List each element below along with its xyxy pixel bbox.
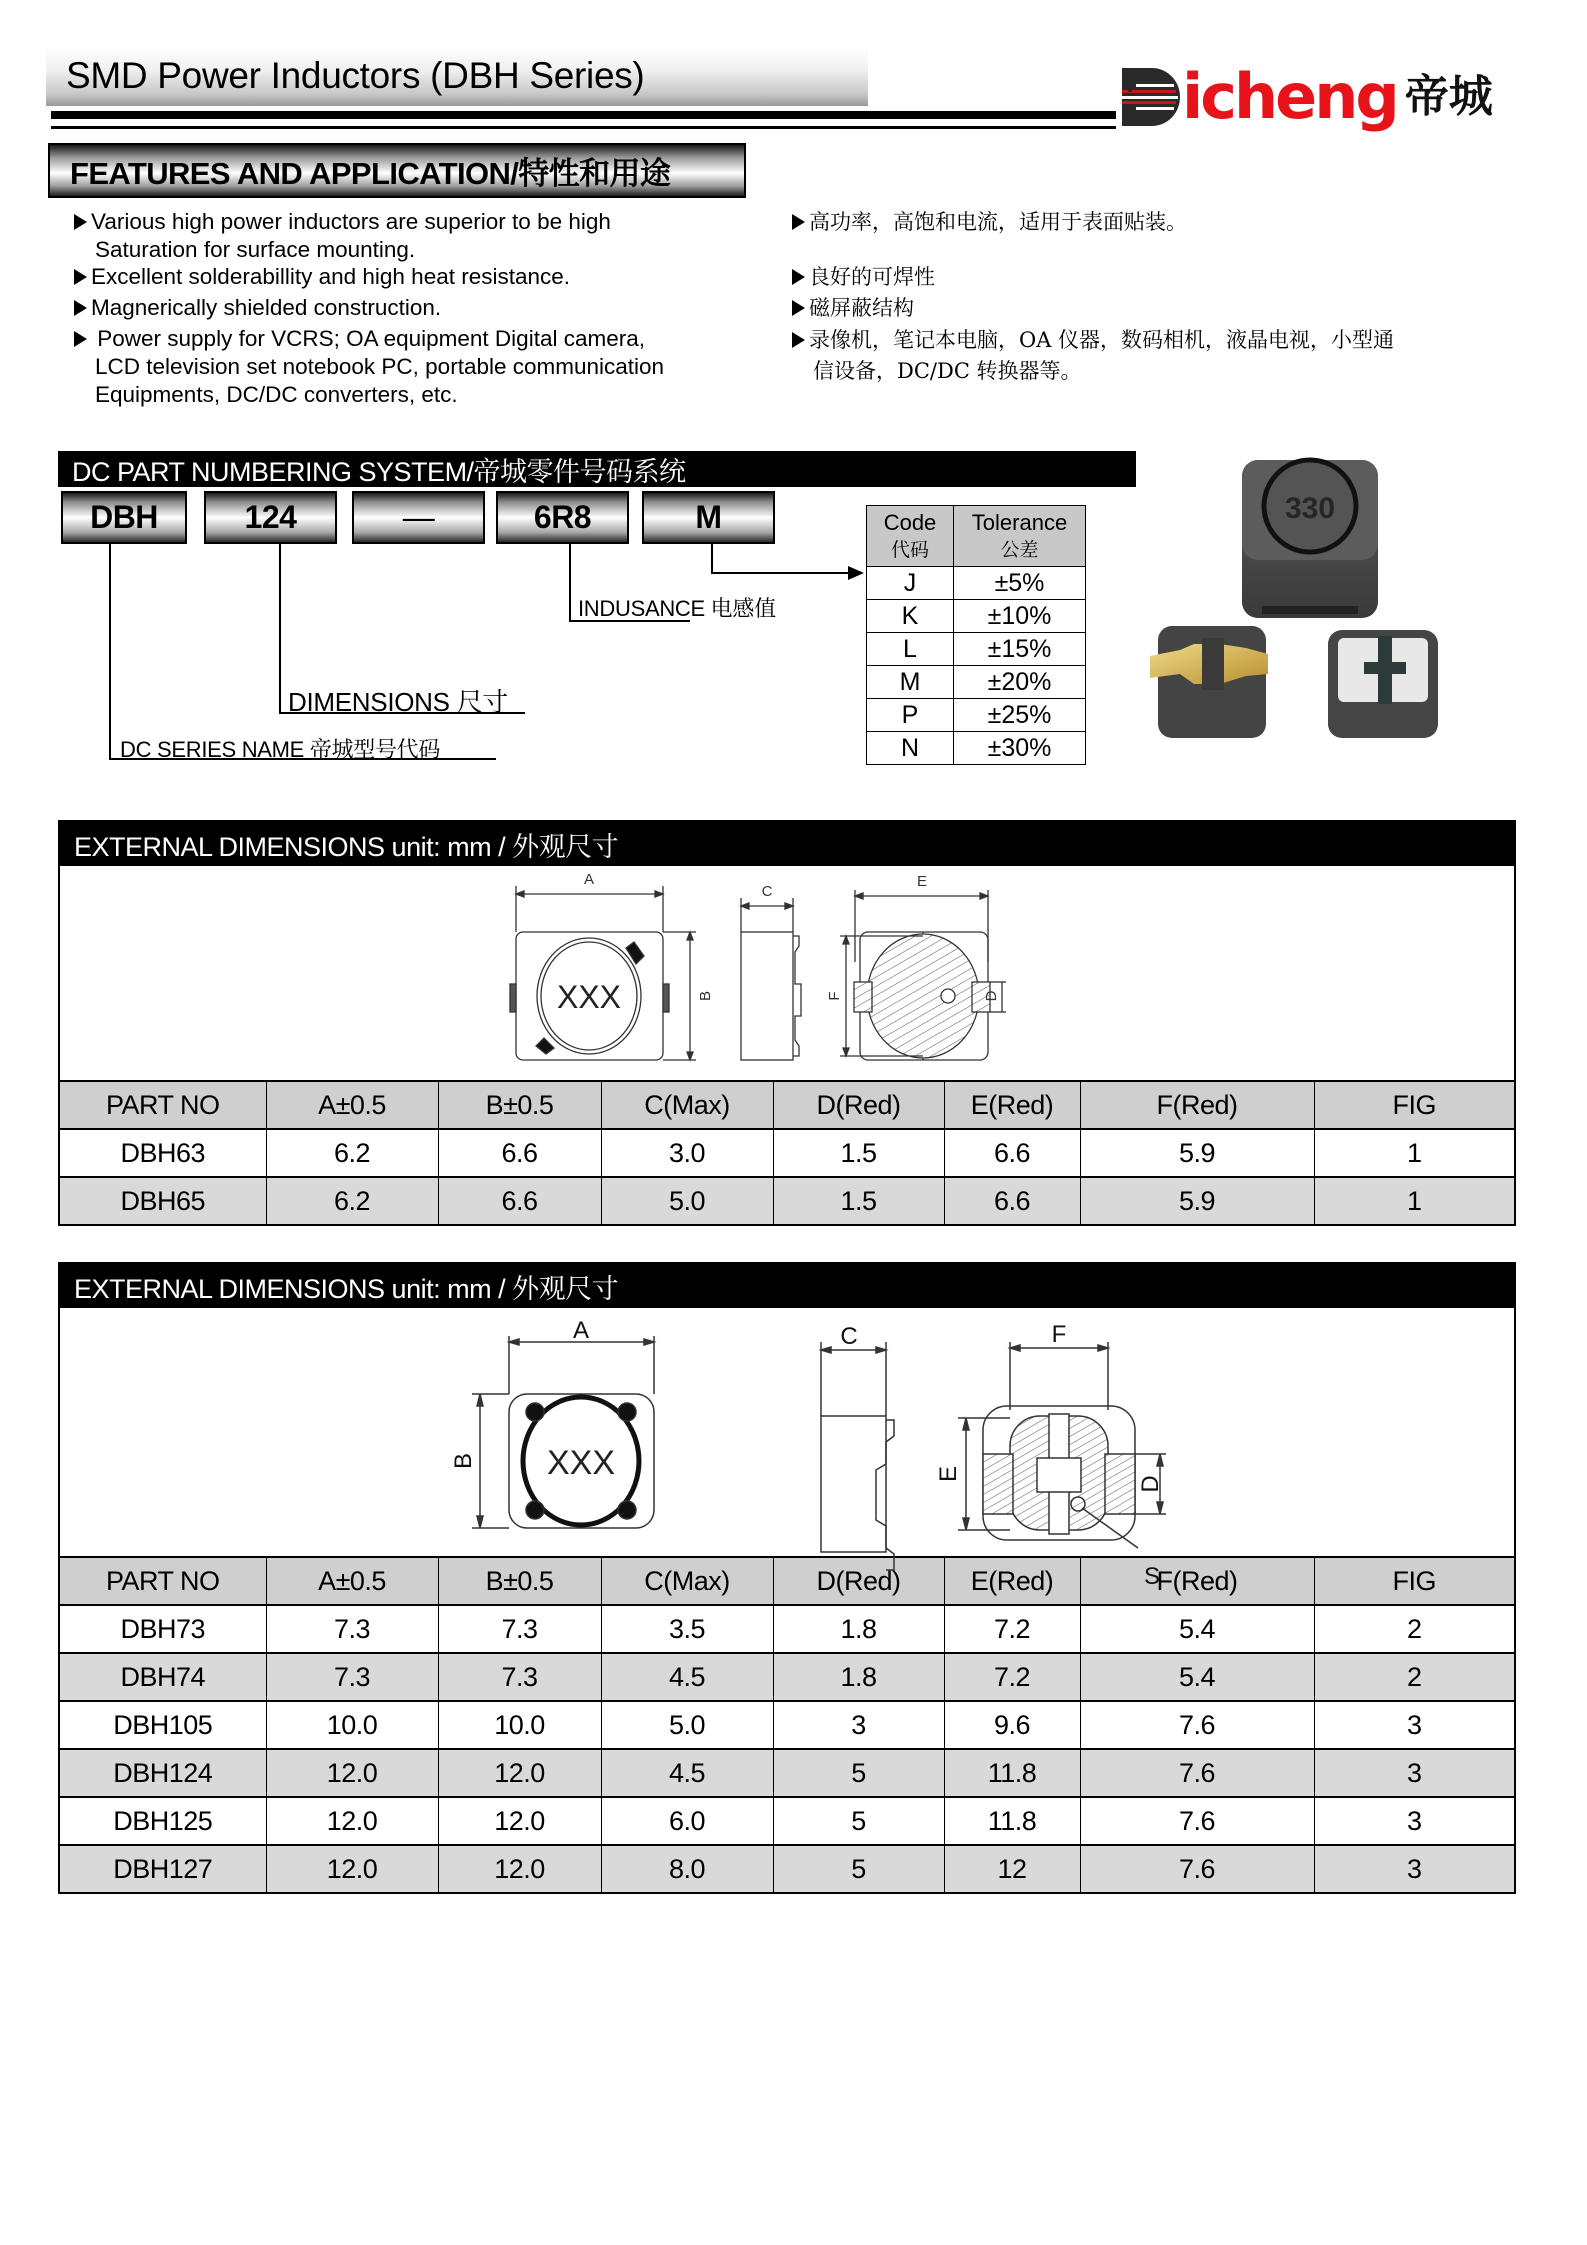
inductor-photo-large <box>1242 460 1378 618</box>
outline-drawing-fig1 <box>60 866 1514 1080</box>
table-row: DBH127 12.0 12.0 8.0 5 12 7.6 3 <box>60 1845 1514 1892</box>
photo-marking-text: 330 <box>1284 492 1336 525</box>
dimension-drawing-fig1 <box>60 866 1514 1082</box>
callout-inductance: INDUSANCE 电感值 <box>578 596 776 621</box>
feature-item: Excellent solderabillity and high heat resistance. <box>74 263 570 291</box>
feature-item: Magnerically shielded construction. <box>74 294 441 322</box>
bullet-triangle-icon <box>792 300 805 316</box>
table-row: DBH74 7.3 7.3 4.5 1.8 7.2 5.4 2 <box>60 1653 1514 1701</box>
tolerance-code-table <box>866 505 1086 765</box>
svg-text:S: S <box>1143 1563 1161 1590</box>
ext-dims-heading: EXTERNAL DIMENSIONS unit: mm / 外观尺寸 <box>74 831 619 862</box>
table-row: L ±15% <box>867 633 1086 666</box>
feature-item-cn: 磁屏蔽结构 <box>792 294 914 322</box>
tolerance-table-header <box>867 506 1086 567</box>
ext-dims-heading: EXTERNAL DIMENSIONS unit: mm / 外观尺寸 <box>74 1273 619 1304</box>
inductor-photo-bottom-left <box>1150 626 1268 738</box>
connector-line <box>569 544 571 622</box>
col-header-tolerance: Tolerance 公差 <box>954 506 1086 567</box>
svg-text:F: F <box>1051 1321 1067 1348</box>
bullet-triangle-icon <box>74 214 87 230</box>
svg-text:E: E <box>935 1465 962 1483</box>
bottom-view <box>935 1321 1166 1590</box>
marking-xxx: XXX <box>556 979 622 1015</box>
table-row: K ±10% <box>867 600 1086 633</box>
side-view <box>741 883 801 1060</box>
connector-line <box>109 544 111 760</box>
feature-item: Various high power inductors are superior to be high Saturation for surface mounting. <box>74 208 611 264</box>
bullet-triangle-icon <box>792 214 805 230</box>
table-row: DBH125 12.0 12.0 6.0 5 11.8 7.6 3 <box>60 1797 1514 1845</box>
marking-xxx: XXX <box>546 1444 616 1482</box>
bullet-triangle-icon <box>74 331 87 347</box>
svg-text:F: F <box>826 991 843 1001</box>
svg-text:A: A <box>583 871 595 888</box>
table-row: J ±5% <box>867 567 1086 600</box>
table-row: DBH63 6.2 6.6 3.0 1.5 6.6 5.9 1 <box>60 1129 1514 1177</box>
company-logo <box>1122 56 1493 133</box>
bullet-triangle-icon <box>74 269 87 285</box>
arrow-right-icon <box>848 566 864 580</box>
table-row: DBH105 10.0 10.0 5.0 3 9.6 7.6 3 <box>60 1701 1514 1749</box>
logo-chinese-name: 帝城 <box>1404 71 1493 122</box>
svg-text:E: E <box>916 873 928 890</box>
svg-text:B: B <box>697 990 714 1002</box>
header-rule-thin <box>51 126 1116 129</box>
svg-text:D: D <box>983 990 1000 1002</box>
logo-d-mark-icon <box>1122 68 1180 126</box>
bullet-triangle-icon <box>792 332 805 348</box>
connector-line <box>279 544 281 714</box>
table-row: DBH73 7.3 7.3 3.5 1.8 7.2 5.4 2 <box>60 1605 1514 1653</box>
pn-box-series: DBH <box>61 491 187 544</box>
part-numbering-heading-bar <box>58 451 1136 487</box>
bullet-triangle-icon <box>792 269 805 285</box>
table-header-row: PART NO A±0.5 B±0.5 C(Max) D(Red) E(Red) F(Red) FIG <box>60 1082 1514 1129</box>
features-heading-bar <box>48 143 746 198</box>
pn-box-tolerance: M <box>642 491 775 544</box>
table-row: DBH124 12.0 12.0 4.5 5 11.8 7.6 3 <box>60 1749 1514 1797</box>
connector-line <box>711 572 851 574</box>
callout-dimensions: DIMENSIONS 尺寸 <box>288 687 509 717</box>
pn-box-dimension: 124 <box>204 491 337 544</box>
document-title: SMD Power Inductors (DBH Series) <box>66 55 645 96</box>
table-row: P ±25% <box>867 699 1086 732</box>
table-row: M ±20% <box>867 666 1086 699</box>
callout-series-name: DC SERIES NAME 帝城型号代码 <box>120 737 441 762</box>
inductor-photo-bottom-right <box>1328 630 1438 738</box>
table-row: DBH65 6.2 6.6 5.0 1.5 6.6 5.9 1 <box>60 1177 1514 1224</box>
dimensions-table-2 <box>60 1558 1514 1892</box>
side-view <box>821 1323 894 1570</box>
dimensions-table-1 <box>60 1082 1514 1224</box>
pn-box-separator: — <box>352 491 485 544</box>
pn-box-inductance: 6R8 <box>496 491 629 544</box>
ext-dims-heading-bar <box>60 1264 1514 1308</box>
header-rule-thick <box>51 111 1116 119</box>
product-photo <box>1150 448 1480 778</box>
feature-item-cn: 高功率，高饱和电流，适用于表面贴装。 <box>792 208 1187 236</box>
document-title-bar <box>46 46 868 106</box>
feature-item-cn: 录像机，笔记本电脑，OA 仪器，数码相机，液晶电视，小型通 信设备，DC/DC 转换器等。 <box>792 325 1394 387</box>
top-view <box>450 1317 654 1528</box>
feature-item-cn: 良好的可焊性 <box>792 263 935 291</box>
svg-text:B: B <box>450 1452 477 1470</box>
svg-text:C: C <box>761 883 773 900</box>
svg-text:C: C <box>840 1323 858 1350</box>
logo-wordmark: icheng <box>1182 60 1397 133</box>
svg-text:A: A <box>572 1317 590 1344</box>
col-header-code: Code 代码 <box>867 506 954 567</box>
table-header-row: PART NO A±0.5 B±0.5 C(Max) D(Red) E(Red) F(Red) FIG <box>60 1558 1514 1605</box>
feature-item: Power supply for VCRS; OA equipment Digital camera, LCD television set notebook PC, portable communication Equipments, DC/DC converters, etc. <box>74 325 664 409</box>
bottom-view <box>826 873 1006 1060</box>
bullet-triangle-icon <box>74 300 87 316</box>
part-numbering-heading: DC PART NUMBERING SYSTEM/帝城零件号码系统 <box>72 456 686 487</box>
external-dimensions-section-1 <box>58 820 1516 1226</box>
svg-text:D: D <box>1137 1475 1164 1493</box>
ext-dims-heading-bar <box>60 822 1514 866</box>
top-view <box>510 871 714 1060</box>
external-dimensions-section-2 <box>58 1262 1516 1894</box>
features-heading: FEATURES AND APPLICATION/特性和用途 <box>70 156 671 191</box>
table-row: N ±30% <box>867 732 1086 765</box>
connector-line <box>711 544 713 574</box>
